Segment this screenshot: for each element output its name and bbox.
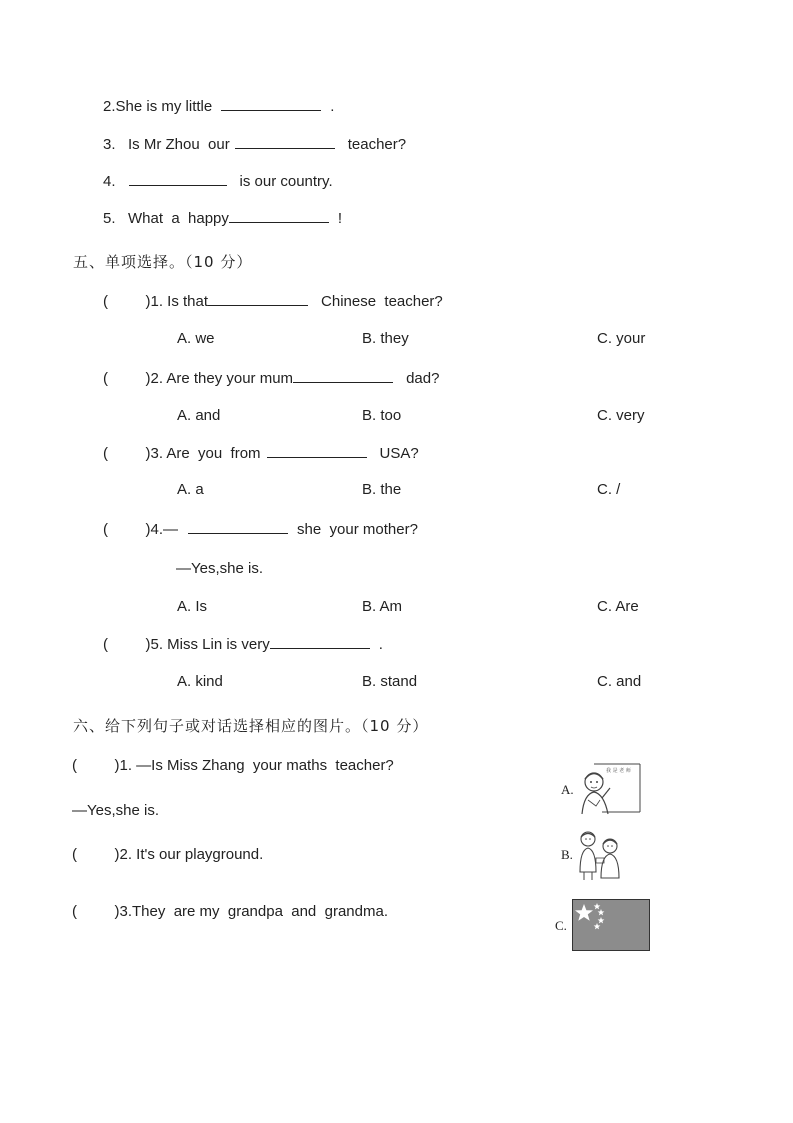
answer-blank[interactable] <box>188 519 288 534</box>
picture-c-label: C. <box>555 918 567 933</box>
question-1: ( )1. Is that Chinese teacher? <box>103 293 443 310</box>
q4-option-b[interactable]: B. Am <box>362 598 403 615</box>
answer-blank[interactable] <box>267 443 367 458</box>
q1-option-a[interactable]: A. we <box>177 330 215 347</box>
grandparents-picture[interactable] <box>574 828 626 882</box>
q1-option-c[interactable]: C. your <box>597 330 646 347</box>
q5-option-b[interactable]: B. stand <box>362 673 418 690</box>
question-2: ( )2. Are they your mum dad? <box>103 370 440 387</box>
section6-heading: 六、给下列句子或对话选择相应的图片。（10 分） <box>73 717 429 735</box>
section5-heading: 五、单项选择。（10 分） <box>73 253 253 271</box>
question-4: ( )4.— she your mother? <box>103 521 418 538</box>
match-item-1-reply: —Yes,she is. <box>72 802 159 819</box>
q3-option-a[interactable]: A. a <box>177 481 204 498</box>
match-item-1: ( )1. —Is Miss Zhang your maths teacher? <box>72 757 394 774</box>
q4-option-c[interactable]: C. Are <box>597 598 639 615</box>
answer-blank[interactable] <box>221 96 321 111</box>
answer-blank[interactable] <box>229 208 329 223</box>
q5-option-a[interactable]: A. kind <box>177 673 223 690</box>
q4-option-a[interactable]: A. Is <box>177 598 208 615</box>
q3-option-b[interactable]: B. the <box>362 481 402 498</box>
q2-option-a[interactable]: A. and <box>177 407 221 424</box>
answer-blank[interactable] <box>293 368 393 383</box>
fill-item-3: 3. Is Mr Zhou our teacher? <box>103 136 407 153</box>
picture-a-label: A. <box>561 782 574 797</box>
match-item-3: ( )3.They are my grandpa and grandma. <box>72 903 388 920</box>
fill-item-4: 4. is our country. <box>103 173 333 190</box>
q2-option-b[interactable]: B. too <box>362 407 402 424</box>
q5-option-c[interactable]: C. and <box>597 673 642 690</box>
fill-item-2: 2.She is my little . <box>103 98 335 115</box>
flag-picture[interactable] <box>572 899 650 951</box>
svg-text:我 是 老 师: 我 是 老 师 <box>606 768 631 774</box>
fill-item-5: 5. What a happy ! <box>103 210 343 227</box>
answer-blank[interactable] <box>235 134 335 149</box>
picture-b-label: B. <box>561 847 573 862</box>
q2-option-c[interactable]: C. very <box>597 407 645 424</box>
answer-blank[interactable] <box>270 634 370 649</box>
answer-blank[interactable] <box>208 291 308 306</box>
teacher-picture[interactable] <box>574 762 642 816</box>
q1-option-b[interactable]: B. they <box>362 330 409 347</box>
question-5: ( )5. Miss Lin is very . <box>103 636 383 653</box>
q3-option-c[interactable]: C. / <box>597 481 621 498</box>
q4-reply: —Yes,she is. <box>176 560 263 577</box>
answer-blank[interactable] <box>129 171 227 186</box>
match-item-2: ( )2. It's our playground. <box>72 846 264 863</box>
question-3: ( )3. Are you from USA? <box>103 445 419 462</box>
